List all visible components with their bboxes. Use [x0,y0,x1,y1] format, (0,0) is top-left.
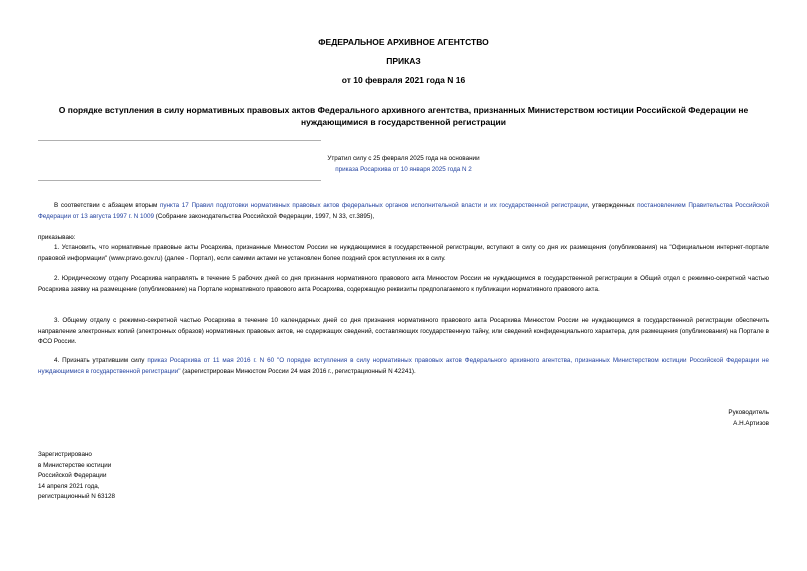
item-2 [38,274,769,295]
item-4 [38,356,769,377]
item-1-text: 1. Установить, что нормативные правовые акты Росархива, признанные Минюстом России не нуждающимися в государственной регистрации, вступают в силу со дня их размещения (опубликования) на "Официальном интернет-портале правовой информации" (www.pravo.gov.ru) (далее - Портал), если самими актами не установлен более поздний срок вступления их в силу. [38,244,769,262]
item-2-text: 2. Юридическому отделу Росархива направлять в течение 5 рабочих дней со дня признания нормативного правового акта Минюстом России не нуждающимся в государственной регистрации в Общий отдел с режимно-секретной частью Росархива заявку на размещение (опубликование) на Портале нормативного правового акта Росархива, содержащую реквизиты предполагаемого к публикации нормативного правового акта. [38,275,769,293]
registration-line-2: в Министерстве юстиции [38,461,112,469]
signature-name: А.Н.Артизов [733,419,769,427]
registration-line-4: 14 апреля 2021 года, [38,482,100,490]
order-word: приказываю: [38,234,76,241]
document-title: О порядке вступления в силу нормативных правовых актов Федерального архивного агентства, признанных Министерством юстиции Российской Федерации не нуждающимися в государственной регистрации [58,105,749,127]
registration-line-3: Российской Федерации [38,472,107,479]
item-1 [38,243,769,264]
signature-role: Руководитель [728,409,769,416]
item-4-text-pre: 4. Признать утратившим силу [54,357,148,364]
preamble-text-1: В соответствии с абзацем вторым [54,202,160,209]
agency-name: ФЕДЕРАЛЬНОЕ АРХИВНОЕ АГЕНТСТВО [318,37,489,47]
document-date: от 10 февраля 2021 года N 16 [341,75,466,85]
repealed-order-link[interactable]: приказ Росархива от 11 мая 2016 г. N 60 "О порядке вступления в силу нормативных правовых актов Федерального архивного агентства, признанных Министерством юстиции Российской Федерации не нуждающимися в государственной регистрации" [38,357,769,375]
government-decree-link[interactable]: постановлением Правительства Российской Федерации от 13 августа 1997 г. N 1009 [38,202,770,220]
preamble [38,201,769,222]
preamble-text-2: , утвержденных [587,202,638,209]
registration-line-1: Зарегистрировано [38,451,92,458]
top-divider [38,140,321,141]
expiry-notice [38,153,769,175]
registration-block [38,450,115,503]
registration-line-5: регистрационный N 63128 [38,493,116,500]
expiry-link[interactable]: приказа Росархива от 10 января 2025 года N 2 [335,166,472,173]
preamble-text-3: (Собрание законодательства Российской Федерации, 1997, N 33, ст.3895), [154,212,375,220]
item-3 [38,316,769,348]
rules-link[interactable]: пункта 17 Правил подготовки нормативных правовых актов федеральных органов исполнительной власти и их государственной регистрации [159,202,588,209]
signature-block [728,408,769,429]
item-3-text: 3. Общему отделу с режимно-секретной частью Росархива в течение 10 календарных дней со дня признания нормативного правового акта Росархива Минюстом России не нуждающимся в государственной регистрации обеспечить направление электронных копий (электронных образов) нормативных правовых актов, не содержащих сведений, составляющих государственную тайну, или сведений конфиденциального характера, для размещения (опубликования) на Портале в ФСО России. [38,317,769,345]
document-type: ПРИКАЗ [386,56,421,66]
item-4-text-post: (зарегистрирован Минюстом России 24 мая 2016 г., регистрационный N 42241). [180,367,416,375]
expiry-text: Утратил силу с 25 февраля 2025 года на основании [327,155,480,162]
bottom-divider [38,180,321,181]
